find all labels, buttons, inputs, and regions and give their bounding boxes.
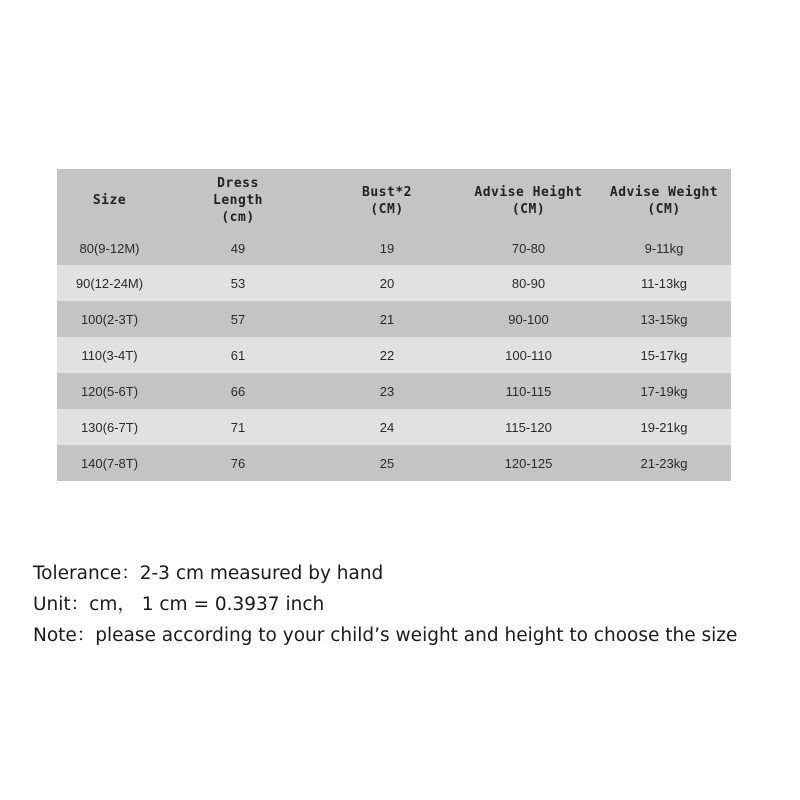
- cell-bust: 23: [379, 383, 395, 399]
- size-chart-body: [57, 232, 731, 481]
- cell-bust: 22: [379, 347, 395, 363]
- header-advise-weight-line: Advise Weight: [609, 184, 719, 200]
- cell-advise-height: 115-120: [505, 419, 552, 435]
- table-row: [57, 232, 731, 265]
- cell-size: 100(2-3T): [80, 311, 139, 327]
- cell-advise-height: 80-90: [511, 275, 546, 291]
- size-notes: [33, 558, 737, 651]
- header-dress-length-line: Length: [213, 193, 263, 208]
- cell-dress-length: 53: [230, 275, 246, 291]
- cell-dress-length: 76: [230, 455, 246, 471]
- cell-advise-weight: 9-11kg: [644, 241, 684, 256]
- cell-advise-height: 90-100: [508, 311, 549, 327]
- cell-bust: 25: [379, 455, 395, 471]
- header-bust-line: Bust*2: [362, 184, 412, 200]
- header-bust-unit: (CM): [370, 201, 404, 217]
- cell-dress-length: 57: [230, 311, 246, 327]
- table-row: [57, 301, 731, 337]
- header-bust: [314, 169, 460, 232]
- cell-size: 80(9-12M): [79, 241, 140, 256]
- cell-bust: 20: [379, 275, 395, 291]
- cell-size: 140(7-8T): [80, 455, 139, 471]
- cell-dress-length: 49: [230, 241, 246, 256]
- cell-advise-weight: 13-15kg: [640, 311, 688, 327]
- header-dress-length-line: Dress: [217, 176, 259, 191]
- cell-dress-length: 66: [230, 383, 246, 399]
- cell-advise-weight: 15-17kg: [640, 347, 688, 363]
- cell-size: 120(5-6T): [80, 383, 139, 399]
- header-dress-length: [162, 169, 314, 232]
- size-chart-table: [57, 169, 731, 481]
- cell-advise-height: 70-80: [511, 241, 546, 256]
- cell-advise-weight: 17-19kg: [640, 383, 688, 399]
- table-row: [57, 337, 731, 373]
- table-row: [57, 373, 731, 409]
- header-advise-weight: [597, 169, 731, 232]
- cell-advise-height: 110-115: [505, 383, 552, 399]
- unit-note: Unit：cm， 1 cm = 0.3937 inch: [33, 594, 325, 615]
- header-row: [57, 169, 731, 232]
- header-advise-weight-unit: (CM): [647, 201, 681, 217]
- cell-size: 130(6-7T): [80, 419, 139, 435]
- header-advise-height: [460, 169, 597, 232]
- cell-advise-weight: 11-13kg: [640, 275, 687, 291]
- header-size: [57, 169, 162, 232]
- header-advise-height-line: Advise Height: [474, 184, 583, 200]
- cell-dress-length: 61: [230, 347, 246, 363]
- table-row: [57, 409, 731, 445]
- header-size-line: Size: [92, 193, 127, 208]
- cell-bust: 19: [379, 241, 395, 256]
- header-advise-height-unit: (CM): [511, 201, 546, 217]
- cell-advise-height: 100-110: [505, 347, 552, 363]
- table-row: [57, 445, 731, 481]
- cell-size: 90(12-24M): [75, 275, 144, 291]
- cell-advise-height: 120-125: [504, 455, 553, 471]
- cell-advise-weight: 21-23kg: [640, 455, 688, 471]
- header-dress-length-unit: (cm): [221, 210, 255, 225]
- table-row: [57, 265, 731, 301]
- cell-bust: 21: [379, 311, 395, 327]
- sizing-advice-note: Note：please according to your child’s weight and height to choose the size: [33, 625, 738, 646]
- cell-bust: 24: [379, 419, 395, 435]
- cell-size: 110(3-4T): [81, 347, 138, 363]
- size-chart-header: [57, 169, 731, 232]
- tolerance-note: Tolerance：2-3 cm measured by hand: [33, 563, 384, 584]
- cell-advise-weight: 19-21kg: [640, 419, 688, 435]
- cell-dress-length: 71: [230, 419, 246, 435]
